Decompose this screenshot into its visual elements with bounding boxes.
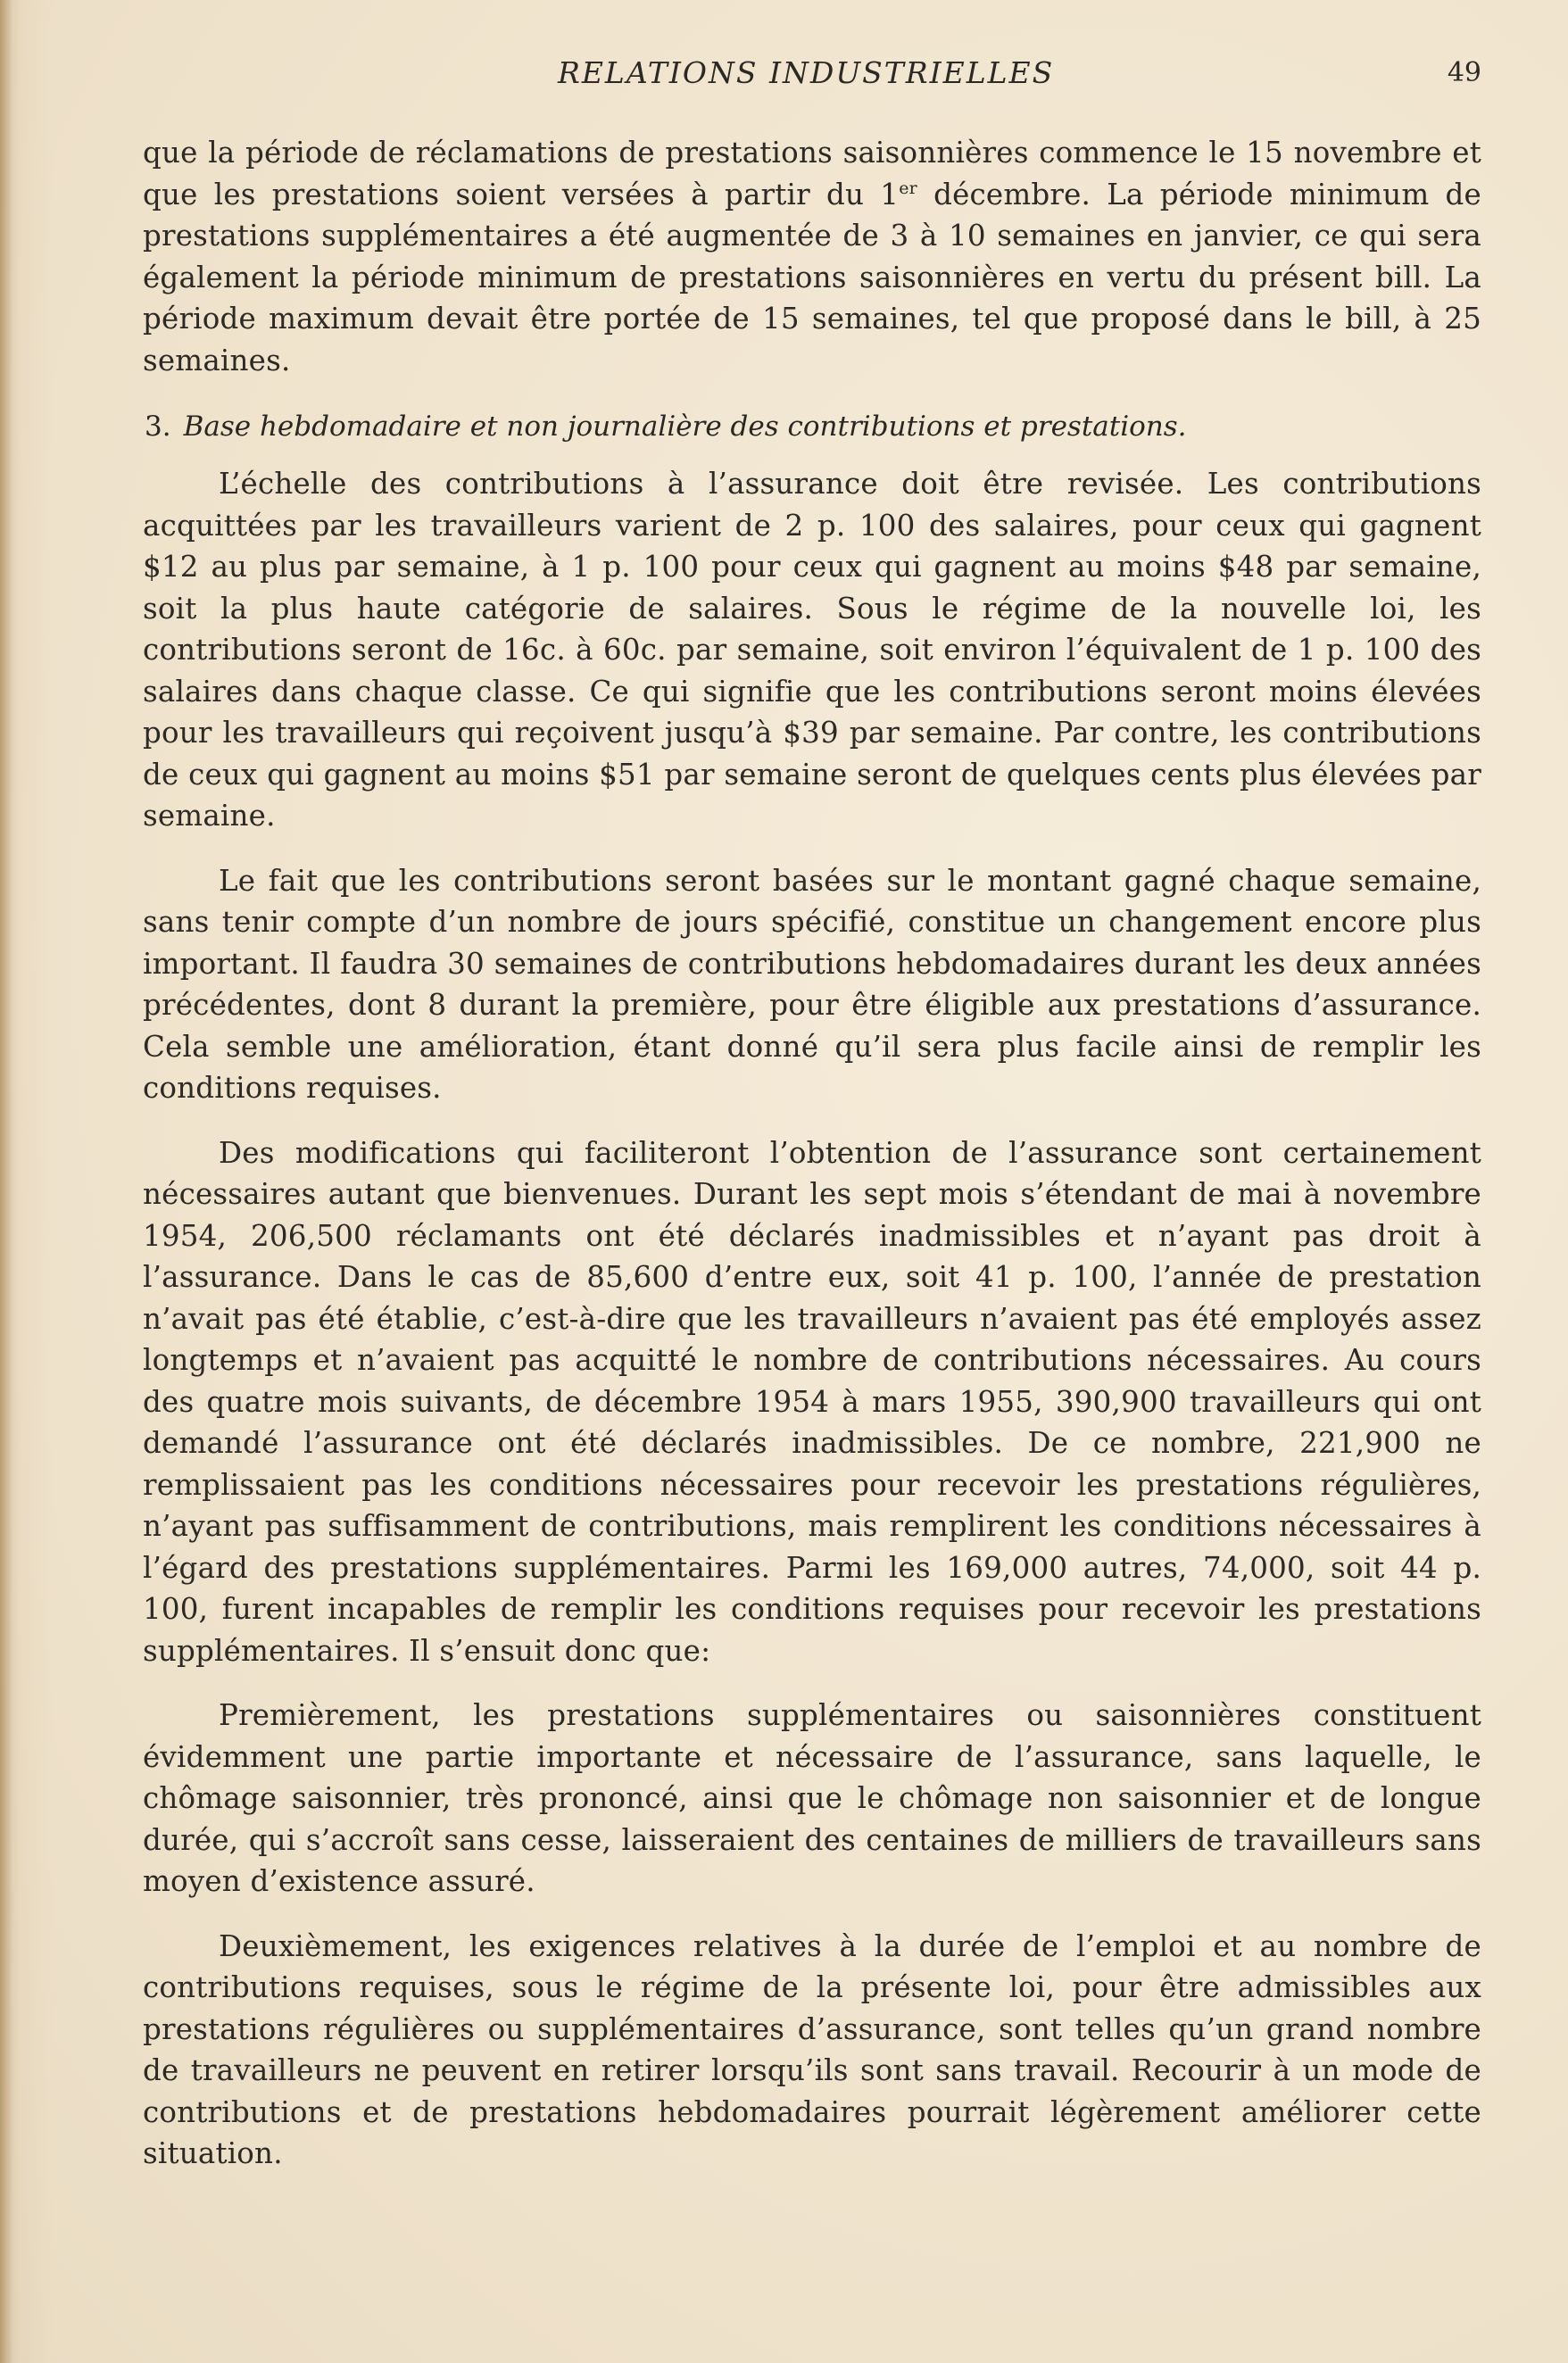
page-number: 49	[1447, 57, 1481, 88]
paragraph-6: Deuxièmement, les exigences relatives à la durée de l’emploi et au nombre de contributions requises, sous le régime de la présente loi, pour être admissibles aux prestations régulières ou supplémentaires d’assurance, sont telles qu’un grand nombre de travailleurs ne peuvent en retirer lorsqu’ils sont sans travail. Recourir à un mode de contributions et de prestations hebdomadaires pourrait légèrement améliorer cette situation.	[143, 1928, 1481, 2170]
section-number: 3.	[145, 410, 171, 443]
running-title: RELATIONS INDUSTRIELLES	[558, 55, 1055, 90]
page-body	[143, 132, 1481, 2175]
paragraph-5: Premièrement, les prestations supplémentaires ou saisonnières constituent évidemment une partie importante et nécessaire de l’assurance, sans laquelle, le chômage saisonnier, très prononcé, ainsi que le chômage non saisonnier et de longue durée, qui s’accroît sans cesse, laisseraient des centaines de milliers de travailleurs sans moyen d’existence assuré.	[143, 1698, 1481, 1898]
paragraph-4: Des modifications qui faciliteront l’obtention de l’assurance sont certainement nécessaires autant que bienvenues. Durant les sept mois s’étendant de mai à novembre 1954, 206,500 réclamants ont été déclarés inadmissibles et n’ayant pas droit à l’assurance. Dans le cas de 85,600 d’entre eux, soit 41 p. 100, l’année de prestation n’avait pas été établie, c’est-à-dire que les travailleurs n’avaient pas été employés assez longtemps et n’avaient pas acquitté le nombre de contributions nécessaires. Au cours des quatre mois suivants, de décembre 1954 à mars 1955, 390,900 travailleurs qui ont demandé l’assurance ont été déclarés inadmissibles. De ce nombre, 221,900 ne remplissaient pas les conditions nécessaires pour recevoir les prestations régulières, n’ayant pas suffisamment de contributions, mais remplirent les conditions nécessaires à l’égard des prestations supplémentaires. Parmi les 169,000 autres, 74,000, soit 44 p. 100, furent incapables de remplir les conditions requises pour recevoir les prestations supplémentaires. Il s’ensuit donc que:	[143, 1135, 1481, 1668]
page-binding-edge	[0, 0, 12, 2363]
section-heading	[143, 406, 1481, 447]
ordinal-superscript: er	[899, 178, 917, 198]
paragraph-1-text-b: décembre. La période minimum de prestations supplémentaires a été augmentée de 3 à 10 semaines en janvier, ce qui sera également la période minimum de prestations saisonnières en vertu du présent bill. La période maximum devait être portée de 15 semaines, tel que proposé dans le bill, à 25 semaines.	[143, 177, 1481, 377]
section-title: Base hebdomadaire et non journalière des contributions et prestations.	[183, 410, 1187, 443]
page-header	[143, 55, 1481, 100]
paragraph-1	[143, 132, 1481, 381]
paragraph-1-text-a: que la période de réclamations de prestations saisonnières commence le 15 novembre et que les prestations soient versées à partir du 1	[143, 136, 1481, 211]
paragraph-2: L’échelle des contributions à l’assurance doit être revisée. Les contributions acquittées par les travailleurs varient de 2 p. 100 des salaires, pour ceux qui gagnent $12 au plus par semaine, à 1 p. 100 pour ceux qui gagnent au moins $48 par semaine, soit la plus haute catégorie de salaires. Sous le régime de la nouvelle loi, les contributions seront de 16c. à 60c. par semaine, soit environ l’équivalent de 1 p. 100 des salaires dans chaque classe. Ce qui signifie que les contributions seront moins élevées pour les travailleurs qui reçoivent jusqu’à $39 par semaine. Par contre, les contributions de ceux qui gagnent au moins $51 par semaine seront de quelques cents plus élevées par semaine.	[143, 467, 1481, 833]
paragraph-3: Le fait que les contributions seront basées sur le montant gagné chaque semaine, sans tenir compte d’un nombre de jours spécifié, constitue un changement encore plus important. Il faudra 30 semaines de contributions hebdomadaires durant les deux années précédentes, dont 8 durant la première, pour être éligible aux prestations d’assurance. Cela semble une amélioration, étant donné qu’il sera plus facile ainsi de remplir les conditions requises.	[143, 863, 1481, 1105]
